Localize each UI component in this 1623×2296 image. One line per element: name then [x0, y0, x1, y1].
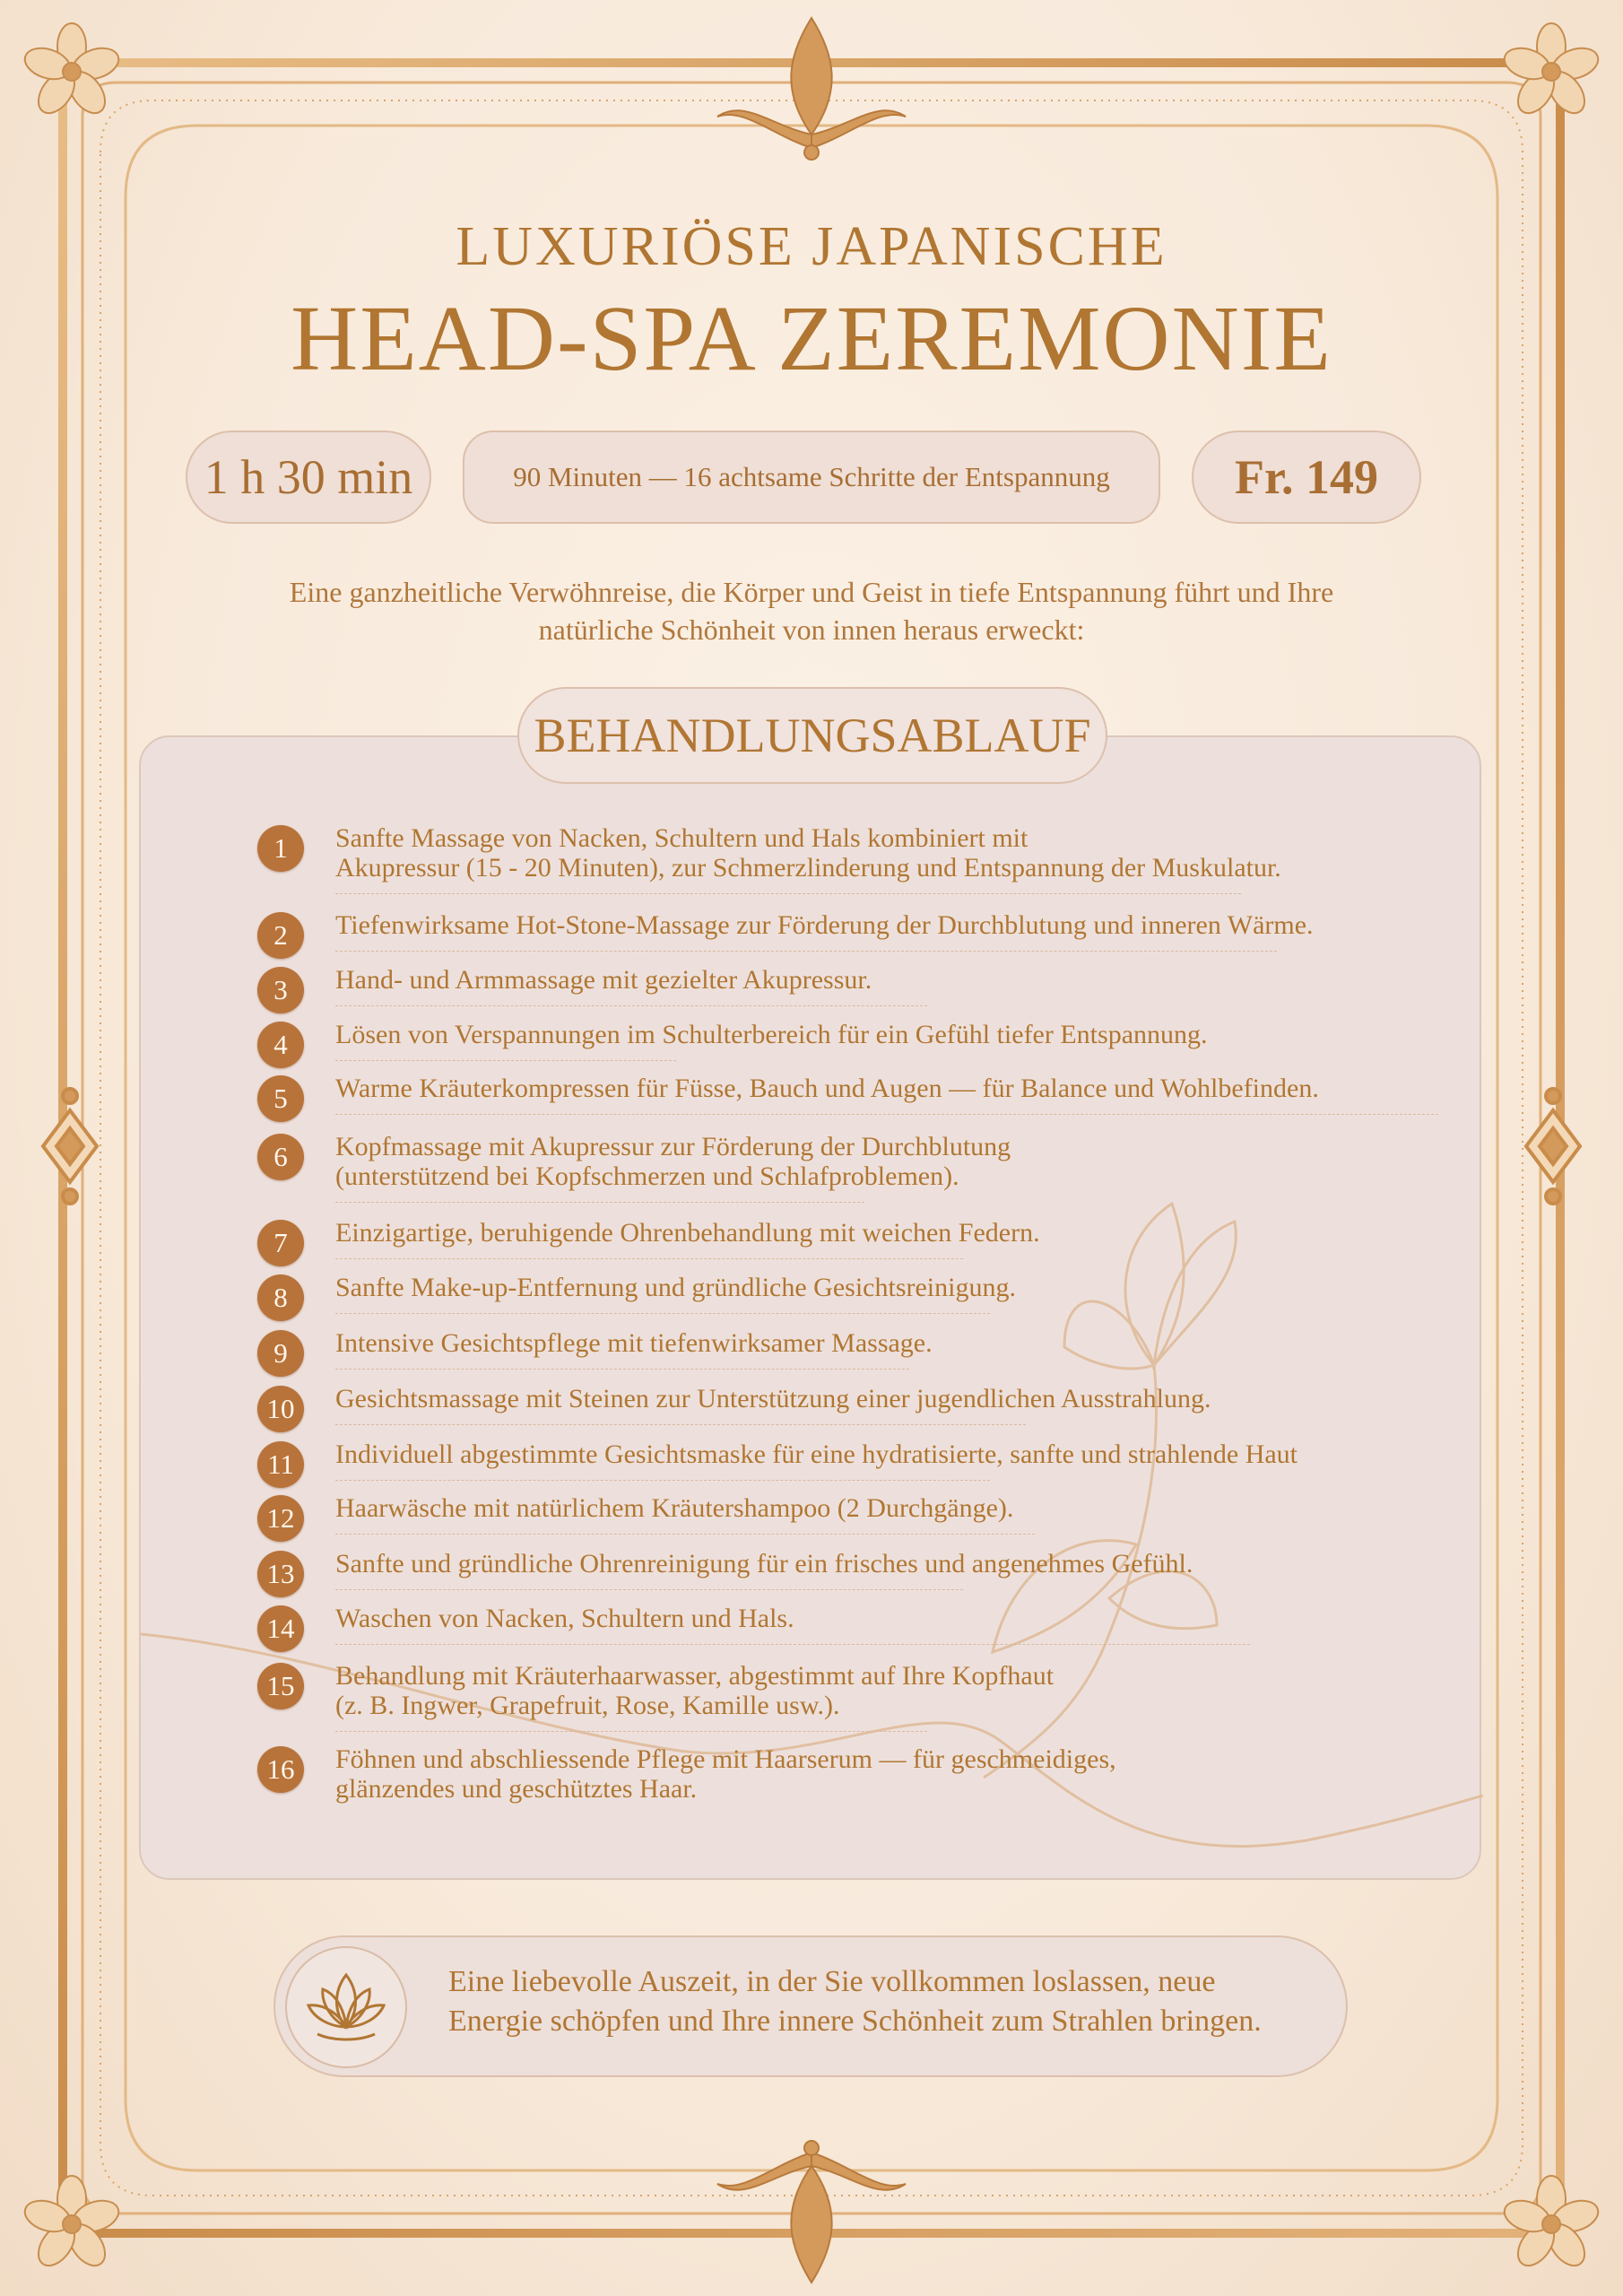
step-line: Waschen von Nacken, Schultern und Hals. — [335, 1604, 794, 1633]
step-number-badge: 10 — [257, 1386, 304, 1432]
step-number-badge: 12 — [257, 1495, 304, 1542]
step-line: Haarwäsche mit natürlichem Kräutershampoo (2 Durchgänge). — [335, 1493, 1014, 1523]
step-text — [335, 1273, 1016, 1302]
step-divider — [335, 1005, 927, 1006]
step-text — [335, 1218, 1040, 1248]
step-number-badge: 7 — [257, 1220, 304, 1266]
step-line: glänzendes und geschütztes Haar. — [335, 1774, 698, 1804]
step-line: Föhnen und abschliessende Pflege mit Haarserum — für geschmeidiges, — [335, 1744, 1116, 1774]
page-title: HEAD-SPA ZEREMONIE — [291, 287, 1332, 390]
step-text — [335, 1493, 1013, 1523]
step-divider — [335, 1480, 990, 1481]
step-number-badge: 14 — [257, 1605, 304, 1652]
step-divider — [335, 1258, 963, 1259]
closing-line: Eine liebevolle Auszeit, in der Sie vollkommen loslassen, neue — [448, 1965, 1216, 1998]
step-divider — [335, 1202, 864, 1203]
step-text — [335, 910, 1314, 940]
step-line: Sanfte und gründliche Ohrenreinigung für ein frisches und angenehmes Gefühl. — [335, 1549, 1193, 1578]
step-line: Individuell abgestimmte Gesichtsmaske für eine hydratisierte, sanfte und strahlende Haut — [335, 1439, 1298, 1469]
section-title: BEHANDLUNGSABLAUF — [534, 709, 1091, 762]
step-number-badge: 15 — [257, 1663, 304, 1709]
step-text — [335, 1384, 1211, 1413]
step-divider — [335, 951, 1277, 952]
step-text — [335, 1549, 1193, 1578]
duration-badge: 1 h 30 min — [186, 430, 431, 524]
step-number-badge: 11 — [257, 1441, 304, 1488]
step-number-badge: 9 — [257, 1330, 304, 1377]
price-badge: Fr. 149 — [1192, 430, 1421, 524]
step-text — [335, 1328, 933, 1358]
step-line: Sanfte Massage von Nacken, Schultern und Hals kombiniert mit — [335, 823, 1028, 853]
step-text — [335, 1604, 794, 1633]
closing-text — [448, 1962, 1345, 2041]
bottom-ornament-icon — [717, 2141, 906, 2283]
step-number-badge: 8 — [257, 1274, 304, 1321]
step-line: Hand- und Armmassage mit gezielter Akupressur. — [335, 965, 872, 995]
step-text — [335, 1074, 1319, 1103]
intro-text: Eine ganzheitliche Verwöhnreise, die Körper und Geist in tiefe Entspannung führt und Ihre natürliche Schönheit von innen heraus erweckt: — [289, 576, 1334, 646]
step-text — [335, 1020, 1208, 1049]
step-line: Warme Kräuterkompressen für Füsse, Bauch und Augen — für Balance und Wohlbefinden. — [335, 1074, 1319, 1103]
step-number-badge: 3 — [257, 967, 304, 1013]
step-divider — [335, 1731, 927, 1732]
step-line: Akupressur (15 - 20 Minuten), zur Schmerzlinderung und Entspannung der Muskulatur. — [335, 853, 1281, 883]
step-number-badge: 5 — [257, 1075, 304, 1122]
lotus-icon — [287, 1948, 405, 2066]
step-divider — [335, 1589, 963, 1590]
step-line: Gesichtsmassage mit Steinen zur Unterstützung einer jugendlichen Ausstrahlung. — [335, 1384, 1211, 1413]
step-number-badge: 4 — [257, 1022, 304, 1068]
left-diamond-ornament-icon — [43, 1089, 97, 1204]
step-text — [335, 1132, 1011, 1191]
step-divider — [335, 1369, 909, 1370]
lotus-badge — [285, 1946, 407, 2068]
step-line: Tiefenwirksame Hot-Stone-Massage zur Förderung der Durchblutung und inneren Wärme. — [335, 910, 1314, 940]
step-line: (unterstützend bei Kopfschmerzen und Schlafproblemen). — [335, 1161, 959, 1191]
step-line: Lösen von Verspannungen im Schulterbereich für ein Gefühl tiefer Entspannung. — [335, 1020, 1208, 1049]
step-divider — [335, 1644, 1250, 1645]
step-text — [335, 1744, 1116, 1804]
step-divider — [335, 1534, 1035, 1535]
step-number-badge: 13 — [257, 1551, 304, 1597]
step-divider — [335, 893, 1241, 894]
step-number-badge: 16 — [257, 1746, 304, 1793]
session-description: 90 Minuten — 16 achtsame Schritte der Entspannung — [463, 430, 1160, 524]
step-divider — [335, 1114, 1438, 1115]
closing-line: Energie schöpfen und Ihre innere Schönheit zum Strahlen bringen. — [448, 2005, 1262, 2039]
top-ornament-icon — [717, 18, 906, 160]
step-line: (z. B. Ingwer, Grapefruit, Rose, Kamille usw.). — [335, 1691, 840, 1720]
step-number-badge: 2 — [257, 912, 304, 959]
step-text — [335, 823, 1281, 883]
step-divider — [335, 1424, 1026, 1425]
page-subtitle: LUXURIÖSE JAPANISCHE — [456, 216, 1167, 277]
step-line: Intensive Gesichtspflege mit tiefenwirksamer Massage. — [335, 1328, 933, 1358]
step-text — [335, 965, 872, 995]
step-number-badge: 1 — [257, 825, 304, 872]
step-line: Einzigartige, beruhigende Ohrenbehandlung mit weichen Federn. — [335, 1218, 1040, 1248]
step-text — [335, 1661, 1054, 1720]
step-line: Behandlung mit Kräuterhaarwasser, abgestimmt auf Ihre Kopfhaut — [335, 1661, 1055, 1691]
step-divider — [335, 1060, 676, 1061]
step-text — [335, 1439, 1298, 1469]
step-number-badge: 6 — [257, 1134, 304, 1180]
step-line: Kopfmassage mit Akupressur zur Förderung der Durchblutung — [335, 1132, 1011, 1161]
right-diamond-ornament-icon — [1526, 1089, 1580, 1204]
step-line: Sanfte Make-up-Entfernung und gründliche Gesichtsreinigung. — [335, 1273, 1016, 1302]
step-divider — [335, 1313, 990, 1314]
